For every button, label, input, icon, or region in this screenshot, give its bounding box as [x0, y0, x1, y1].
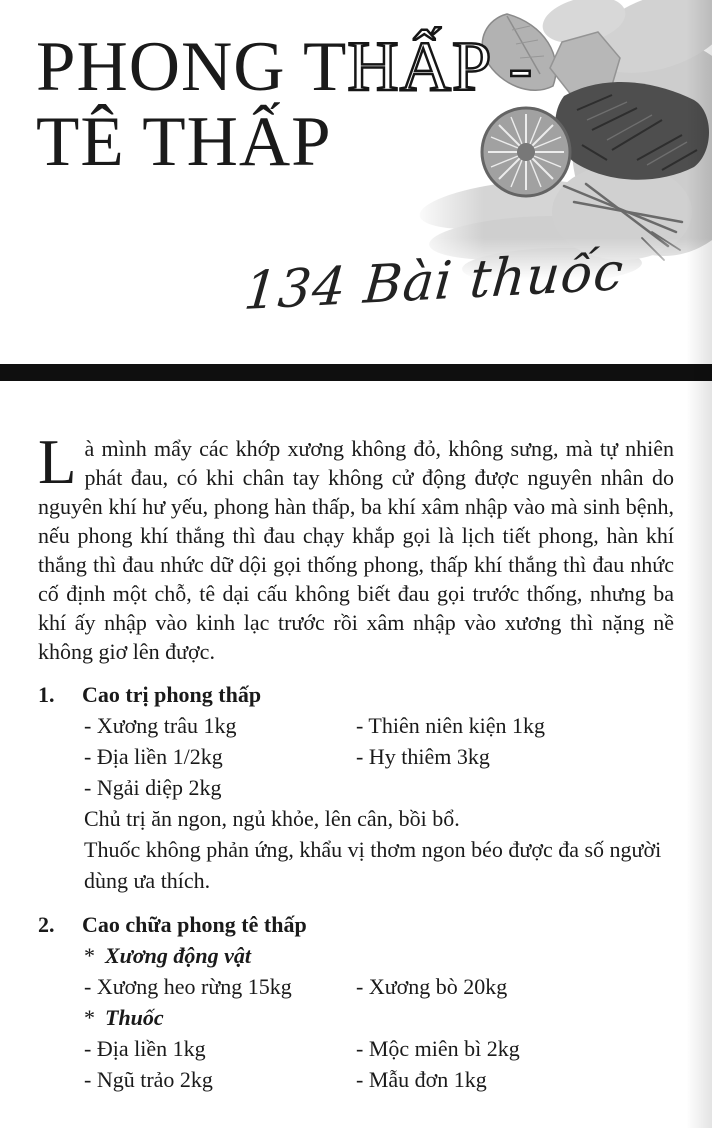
page-body — [38, 427, 674, 1095]
ingredient-row — [84, 741, 674, 772]
ingredient-left: - Ngũ trảo 2kg — [84, 1067, 213, 1092]
recipe-section-2 — [38, 909, 674, 1095]
ingredient-right: - Thiên niên kiện 1kg — [356, 713, 545, 738]
ingredient-right: - Mẫu đơn 1kg — [356, 1067, 487, 1092]
ingredient-left: - Xương trâu 1kg — [84, 713, 237, 738]
section-number: 2. — [38, 912, 55, 937]
ingredient-left: - Địa liền 1kg — [84, 1036, 206, 1061]
section-heading-row — [38, 679, 674, 710]
title-line-2: TÊ THẤP — [36, 103, 332, 181]
ingredient-right: - Xương bò 20kg — [356, 974, 508, 999]
ingredient-row — [84, 971, 674, 1002]
ingredient-row — [84, 1033, 674, 1064]
section-number: 1. — [38, 682, 55, 707]
subgroup-label-text: Thuốc — [105, 1005, 164, 1030]
ingredient-right: - Hy thiêm 3kg — [356, 744, 490, 769]
ingredient-right — [356, 772, 674, 803]
ingredient-left: - Địa liền 1/2kg — [84, 744, 223, 769]
title-line-1-outlined: HẤP - — [347, 28, 534, 106]
script-subtitle: 134 Bài thuốc — [241, 241, 627, 323]
recipe-section-1 — [38, 679, 674, 896]
ingredient-row — [84, 710, 674, 741]
drop-cap: L — [38, 427, 77, 497]
ingredient-row — [84, 1064, 674, 1095]
title-line-1 — [36, 30, 533, 105]
note-line: Chủ trị ăn ngon, ngủ khỏe, lên cân, bồi bổ. — [84, 806, 460, 831]
intro-paragraph — [38, 427, 674, 666]
section-heading-row — [38, 909, 674, 940]
ingredient-list — [38, 971, 674, 1002]
subgroup-label-text: Xương động vật — [105, 943, 252, 968]
ingredient-left: - Xương heo rừng 15kg — [84, 974, 292, 999]
section-heading: Cao chữa phong tê thấp — [82, 912, 307, 937]
chapter-title — [36, 30, 533, 180]
intro-text: à mình mẩy các khớp xương không đỏ, không sưng, mà tự nhiên phát đau, có khi chân tay không cử động được nguyên nhân do nguyên khí hư yếu, phong hàn thấp, ba khí xâm nhập vào mà sinh bệnh, nếu phong khí thắng thì đau chạy khắp gọi là lịch tiết phong, hàn khí thắng thì đau nhức dữ dội gọi thống phong, thấp khí thắng thì đau nhức cố định một chỗ, tê dại cấu không biết đau gọi trước thống, nhưng ba khí ấy nhập vào kinh lạc trước rồi xâm nhập vào xương thì nặng nề không giơ lên được. — [38, 436, 674, 664]
section-heading: Cao trị phong thấp — [82, 682, 262, 707]
asterisk-marker: * — [84, 1005, 95, 1030]
ingredient-row — [84, 772, 674, 803]
title-line-1-solid: PHONG T — [36, 28, 348, 106]
asterisk-marker: * — [84, 943, 95, 968]
subgroup-label — [38, 1002, 674, 1033]
ingredient-list — [38, 710, 674, 803]
section-divider-bar — [0, 364, 712, 381]
ingredient-right: - Mộc miên bì 2kg — [356, 1036, 520, 1061]
ingredient-left: - Ngải diệp 2kg — [84, 775, 222, 800]
subgroup-label — [38, 940, 674, 971]
ingredient-list — [38, 1033, 674, 1095]
note-line: Thuốc không phản ứng, khẩu vị thơm ngon béo được đa số người dùng ưa thích. — [84, 837, 662, 893]
